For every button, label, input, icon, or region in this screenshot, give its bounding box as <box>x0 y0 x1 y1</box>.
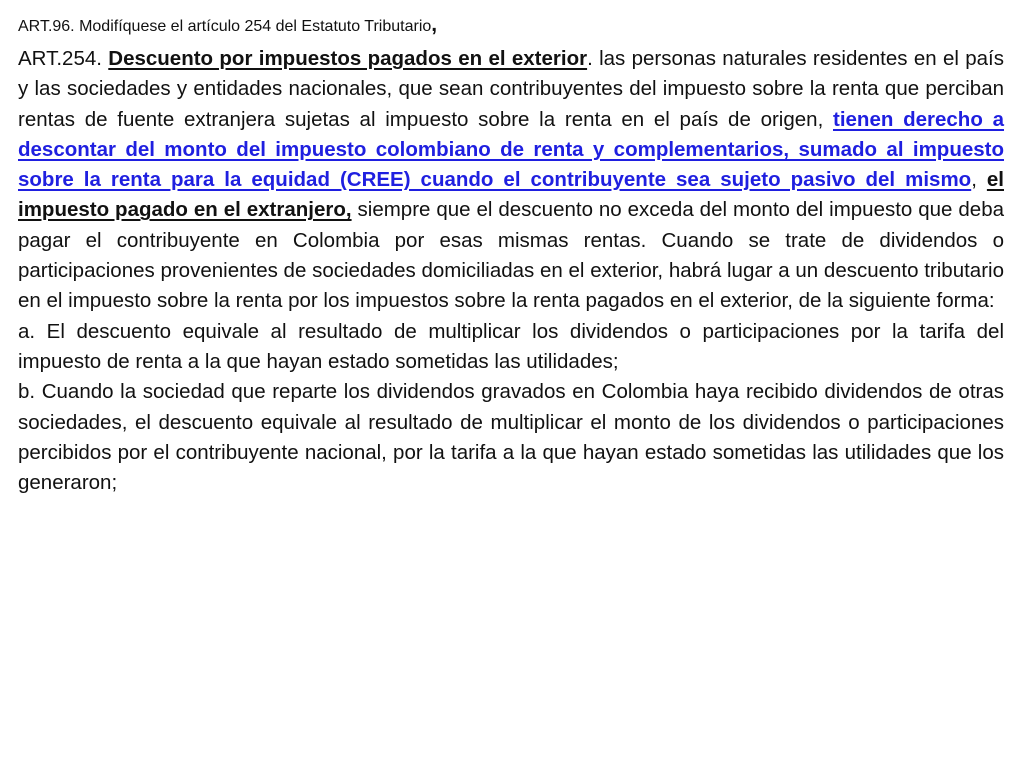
article-separator: , <box>971 168 987 192</box>
article-text-2: siempre que el descuento no exceda del monto del impuesto que deba pagar el contribuyente en Colombia por esas mismas rentas. Cuando se trate de dividendos o participaciones provenientes de sociedades domiciliadas en el exterior, habrá lugar a un descuento tributario en el impuesto sobre la renta por los impuestos sobre la renta pagados en el exterior, de la siguiente forma: <box>18 198 1004 313</box>
article-heading: Descuento por impuestos pagados en el exterior <box>108 47 588 70</box>
document-slide <box>18 14 1004 498</box>
highlight-blue-text: tienen derecho a descontar del monto del impuesto colombiano de renta y complementarios, sumado al impuesto sobre la renta para la equidad (CREE) cuando el contribuyente sea sujeto pasivo del mismo <box>18 107 1004 192</box>
article-text-1: . las personas naturales residentes en el país y las sociedades y entidades nacionales, que sean contribuyentes del impuesto sobre la renta que perciban rentas de fuente extranjera sujetas al impuesto sobre la renta en el país de origen, <box>18 47 1004 131</box>
article-paragraph <box>18 44 1004 317</box>
intro-comma: , <box>431 13 438 36</box>
highlight-black-text: el impuesto pagado en el extranjero, <box>18 168 1004 222</box>
intro-line <box>18 14 1004 38</box>
list-item-b: b. Cuando la sociedad que reparte los dividendos gravados en Colombia haya recibido dividendos de otras sociedades, el descuento equivale al resultado de multiplicar el monto de los dividendos o participaciones percibidos por el contribuyente nacional, por la tarifa a la que hayan estado sometidas las utilidades que los generaron; <box>18 380 1004 495</box>
list-item-a: a. El descuento equivale al resultado de multiplicar los dividendos o participaciones por la tarifa del impuesto de renta a la que hayan estado sometidas las utilidades; <box>18 319 1004 373</box>
intro-text: ART.96. Modifíquese el artículo 254 del Estatuto Tributario <box>18 18 432 35</box>
article-number: ART.254. <box>18 47 109 70</box>
article-body <box>18 44 1004 498</box>
